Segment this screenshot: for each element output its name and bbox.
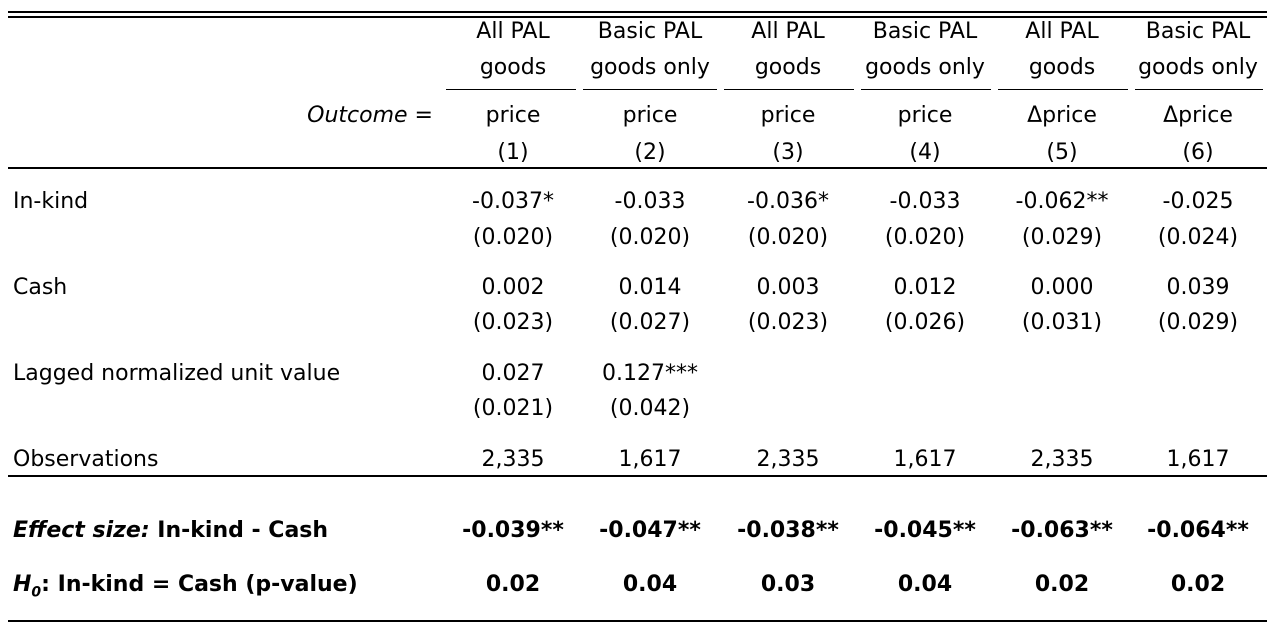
col3-outcome: price [760,103,816,128]
observations-4: 1,617 [893,447,957,472]
inkind-coef-2: -0.033 [614,189,686,214]
group-rule-1 [446,89,576,90]
effect-size-label-italic: Effect size: [13,518,150,543]
h0-pvalue-6: 0.02 [1170,572,1226,597]
group-rule-5 [998,89,1128,90]
inkind-coef-4: -0.033 [889,189,961,214]
observations-bottom-rule [8,475,1267,477]
inkind-label: In-kind [13,189,89,214]
col2-header-line2: goods only [590,55,710,80]
group-rule-6 [1135,89,1263,90]
lagged-label: Lagged normalized unit value [13,361,341,386]
group-rule-2 [583,89,717,90]
col5-number: (5) [1046,140,1078,165]
lagged-coef-1: 0.027 [481,361,545,386]
inkind-se-2: (0.020) [609,225,691,250]
observations-6: 1,617 [1166,447,1230,472]
header-bottom-rule [8,167,1267,169]
effect-size-3: -0.038** [737,518,839,543]
col4-outcome: price [897,103,953,128]
col6-number: (6) [1182,140,1214,165]
col2-number: (2) [634,140,666,165]
observations-5: 2,335 [1030,447,1094,472]
h0-pvalue-3: 0.03 [760,572,816,597]
col1-header-line1: All PAL [476,19,550,44]
col4-number: (4) [909,140,941,165]
col3-header-line1: All PAL [751,19,825,44]
col5-header-line1: All PAL [1025,19,1099,44]
col5-header-line2: goods [1028,55,1096,80]
observations-1: 2,335 [481,447,545,472]
group-rule-3 [724,89,854,90]
h0-pvalue-5: 0.02 [1034,572,1090,597]
cash-coef-6: 0.039 [1166,275,1230,300]
h0-label-h: H [13,572,32,597]
h0-label-rest: : In-kind = Cash (p-value) [41,572,358,597]
effect-size-label-rest: In-kind - Cash [149,518,329,543]
observations-2: 1,617 [618,447,682,472]
outcome-label: Outcome = [307,103,433,128]
cash-se-1: (0.023) [472,310,554,335]
top-double-rule-b [8,16,1267,18]
col4-header-line1: Basic PAL [872,19,978,44]
inkind-se-5: (0.029) [1021,225,1103,250]
col1-number: (1) [497,140,529,165]
inkind-se-6: (0.024) [1157,225,1239,250]
col6-outcome: Δprice [1163,103,1233,128]
lagged-coef-2: 0.127*** [602,361,698,386]
effect-size-6: -0.064** [1147,518,1249,543]
col2-header-line1: Basic PAL [597,19,703,44]
cash-coef-2: 0.014 [618,275,682,300]
col1-header-line2: goods [479,55,547,80]
inkind-se-3: (0.020) [747,225,829,250]
cash-coef-4: 0.012 [893,275,957,300]
col1-outcome: price [485,103,541,128]
effect-size-1: -0.039** [462,518,564,543]
col3-number: (3) [772,140,804,165]
observations-label: Observations [13,447,159,472]
cash-coef-5: 0.000 [1030,275,1094,300]
table-bottom-rule [8,620,1267,622]
inkind-coef-3: -0.036* [747,189,829,214]
h0-label-sub: 0 [31,584,42,601]
cash-coef-1: 0.002 [481,275,545,300]
h0-pvalue-1: 0.02 [485,572,541,597]
cash-se-3: (0.023) [747,310,829,335]
h0-pvalue-2: 0.04 [622,572,678,597]
h0-label [13,572,358,605]
cash-se-5: (0.031) [1021,310,1103,335]
observations-3: 2,335 [756,447,820,472]
cash-coef-3: 0.003 [756,275,820,300]
inkind-coef-1: -0.037* [472,189,554,214]
cash-se-2: (0.027) [609,310,691,335]
inkind-se-1: (0.020) [472,225,554,250]
col5-outcome: Δprice [1027,103,1097,128]
col3-header-line2: goods [754,55,822,80]
h0-pvalue-4: 0.04 [897,572,953,597]
top-double-rule-a [8,11,1267,13]
effect-size-4: -0.045** [874,518,976,543]
inkind-coef-6: -0.025 [1162,189,1234,214]
cash-se-6: (0.029) [1157,310,1239,335]
col4-header-line2: goods only [865,55,985,80]
effect-size-2: -0.047** [599,518,701,543]
inkind-coef-5: -0.062** [1015,189,1109,214]
group-rule-4 [861,89,991,90]
col6-header-line1: Basic PAL [1145,19,1251,44]
inkind-se-4: (0.020) [884,225,966,250]
lagged-se-1: (0.021) [472,396,554,421]
effect-size-5: -0.063** [1011,518,1113,543]
cash-label: Cash [13,275,68,300]
cash-se-4: (0.026) [884,310,966,335]
effect-size-label [13,518,328,544]
lagged-se-2: (0.042) [609,396,691,421]
col6-header-line2: goods only [1138,55,1258,80]
col2-outcome: price [622,103,678,128]
